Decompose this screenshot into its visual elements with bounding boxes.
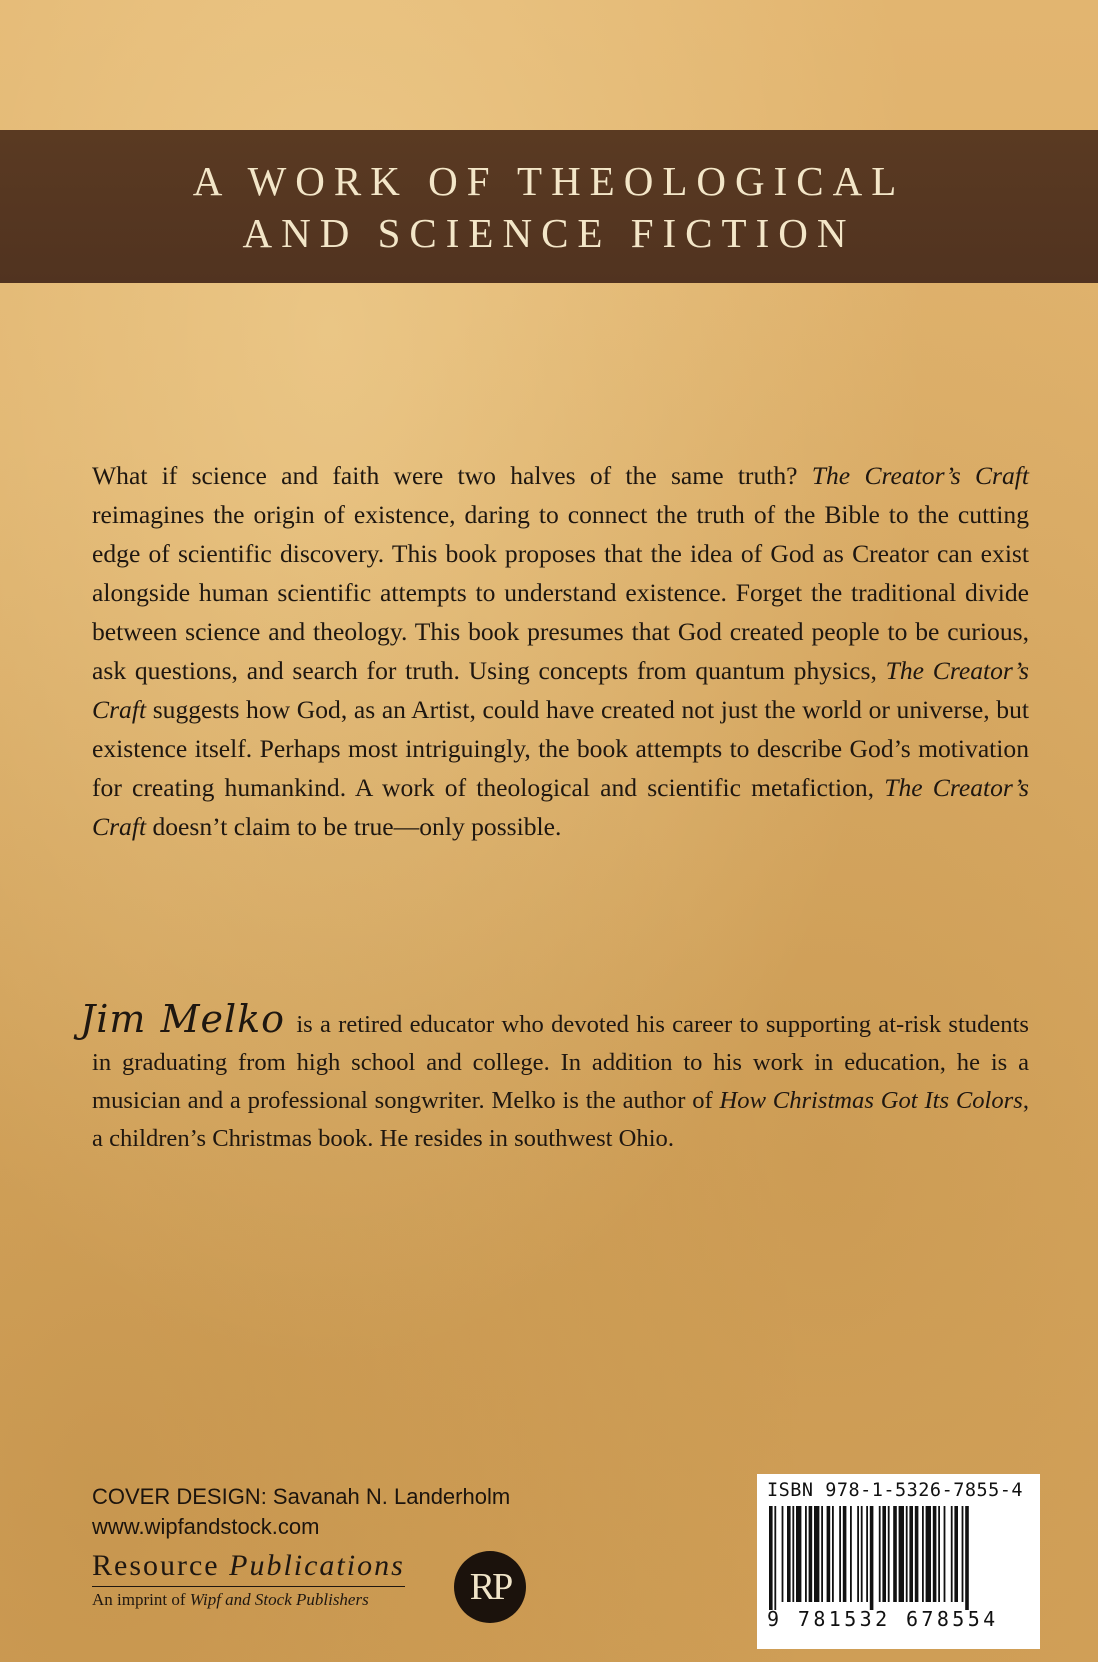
publisher-website: www.wipfandstock.com xyxy=(92,1514,320,1539)
barcode-bar xyxy=(809,1506,813,1602)
barcode-bar xyxy=(951,1506,953,1602)
book-description xyxy=(92,456,1029,846)
blurb-text-4: doesn’t claim to be true—only possible. xyxy=(146,812,562,841)
barcode-bar xyxy=(782,1506,784,1602)
barcode-bar xyxy=(922,1506,924,1602)
barcode-bar xyxy=(915,1506,919,1602)
bio-text-2: , a children’s Christmas book. He resides in southwest Ohio. xyxy=(92,1087,1029,1152)
banner-line-2: AND SCIENCE FICTION xyxy=(242,209,856,256)
barcode-bar xyxy=(832,1506,834,1602)
barcode-bar xyxy=(769,1506,773,1610)
barcode-bar xyxy=(954,1506,958,1602)
publisher-name xyxy=(92,1548,405,1587)
book-title-2: The Creator’s Craft xyxy=(92,656,1029,724)
blurb-text-1: What if science and faith were two halves of the same truth? xyxy=(92,461,812,490)
imprint-prefix: An imprint of xyxy=(92,1590,190,1609)
barcode-bar xyxy=(893,1506,897,1602)
isbn-barcode xyxy=(757,1474,1040,1649)
blurb-text-2: reimagines the origin of existence, daring to connect the truth of the Bible to the cutting edge of scientific discovery. This book proposes that the idea of God as Creator can exist alongside human scientific attempts to understand existence. Forget the traditional divide between science and theology. This book presumes that God created people to be curious, ask questions, and search for truth. Using concepts from quantum physics, xyxy=(92,500,1029,685)
barcode-bar xyxy=(857,1506,859,1602)
book-title-3: The Creator’s Craft xyxy=(92,773,1030,841)
isbn-number: ISBN 978-1-5326-7855-4 xyxy=(767,1480,1024,1501)
barcode-bar xyxy=(965,1506,969,1610)
barcode-digits: 9 781532 678554 xyxy=(767,1607,999,1631)
banner-line-1: A WORK OF THEOLOGICAL xyxy=(192,157,906,204)
barcode-bar xyxy=(850,1506,852,1602)
barcode-bar xyxy=(882,1506,886,1602)
barcode-bar xyxy=(906,1506,908,1602)
barcode-bar xyxy=(899,1506,904,1602)
barcode-bar xyxy=(926,1506,931,1602)
barcode-bar xyxy=(805,1506,807,1602)
barcode-bar xyxy=(796,1506,801,1602)
barcode-bar xyxy=(866,1506,868,1602)
barcode-bar xyxy=(879,1506,881,1602)
barcode-bar xyxy=(861,1506,863,1602)
publisher-name-italic: Publications xyxy=(229,1549,405,1582)
barcode-bar xyxy=(821,1506,823,1602)
barcode-bar xyxy=(792,1506,794,1602)
credits xyxy=(92,1482,510,1542)
book-title-1: The Creator’s Craft xyxy=(811,461,1029,490)
barcode-bar xyxy=(787,1506,791,1602)
barcode-bar xyxy=(774,1506,776,1610)
barcode-bar xyxy=(962,1506,964,1602)
barcode-bar xyxy=(814,1506,819,1602)
imprint-parent: Wipf and Stock Publishers xyxy=(189,1590,369,1609)
other-book-title: How Christmas Got Its Colors xyxy=(719,1087,1023,1114)
barcode-bar xyxy=(944,1506,946,1602)
header-banner xyxy=(0,130,1098,283)
publisher-name-regular: Resource xyxy=(92,1549,230,1582)
bio-text-1: is a retired educator who devoted his career to supporting at-risk students in graduating from high school and college. In addition to his work in education, he is a musician and a professional songwriter. Melko is the author of xyxy=(92,1011,1029,1114)
barcode-bars-icon xyxy=(767,1506,1030,1610)
barcode-bar xyxy=(827,1506,831,1602)
barcode-bar xyxy=(933,1506,937,1602)
rp-logo-icon: RP xyxy=(454,1551,526,1623)
author-signature: Jim Melko xyxy=(80,997,286,1041)
barcode-bar xyxy=(888,1506,890,1602)
barcode-bar xyxy=(839,1506,841,1602)
blurb-text-3: suggests how God, as an Artist, could have created not just the world or universe, but existence itself. Perhaps most intriguingly, the book attempts to describe God’s motivation for creating humankind. A work of theological and scientific metafiction, xyxy=(92,695,1029,802)
barcode-bar xyxy=(870,1506,874,1610)
author-bio xyxy=(80,997,1029,1158)
cover-design-credit: COVER DESIGN: Savanah N. Landerholm xyxy=(92,1484,511,1509)
barcode-bar xyxy=(938,1506,940,1602)
barcode-bar xyxy=(843,1506,847,1602)
barcode-bar xyxy=(909,1506,913,1602)
